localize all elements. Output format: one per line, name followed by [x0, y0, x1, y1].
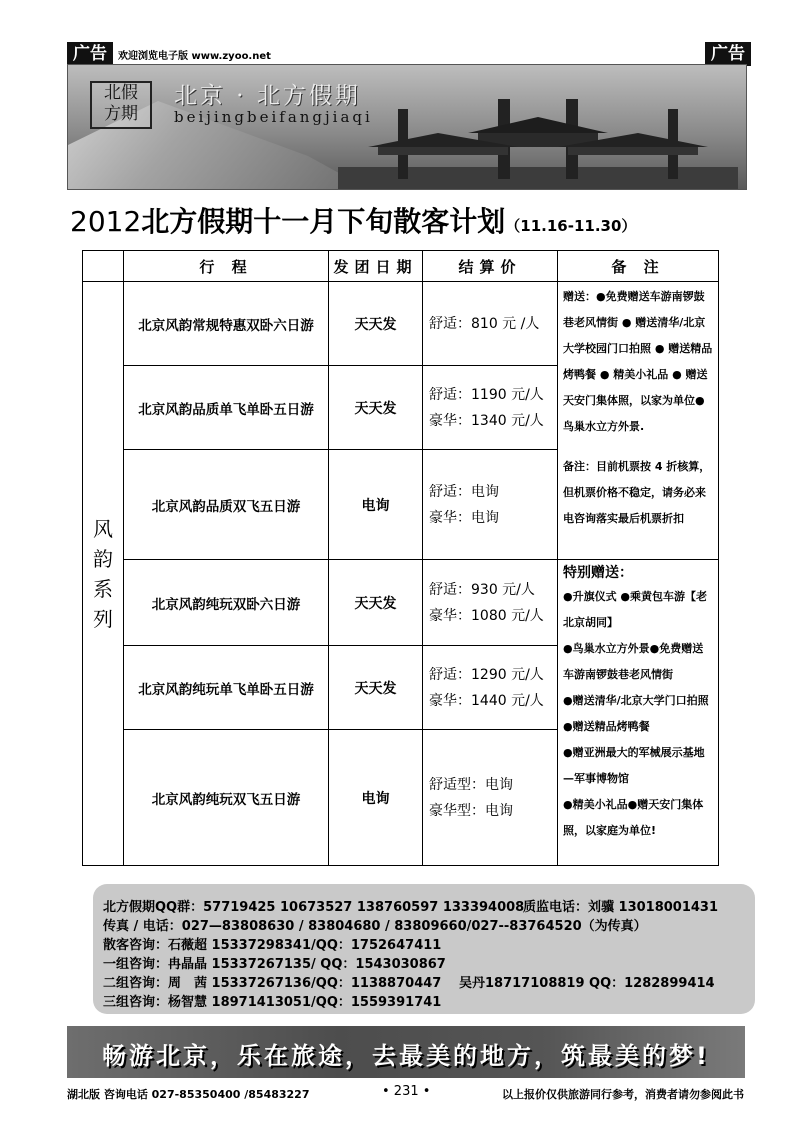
price-cell: 舒适：930 元/人 豪华：1080 元/人 [423, 560, 558, 646]
table-row [83, 560, 719, 646]
special-title: 特别赠送： [563, 565, 633, 581]
notes-cell [558, 282, 719, 560]
special-item: ●鸟巢水立方外景●免费赠送车游南锣鼓巷老风情街 [563, 642, 704, 681]
contact-box [93, 884, 755, 1014]
contact-line: 一组咨询：冉晶晶 15337267135/ QQ：1543030867 [103, 957, 446, 972]
title-text: 北方假期十一月下旬散客计划 [141, 205, 506, 238]
title-year: 2012 [70, 205, 142, 238]
special-notes-cell [558, 560, 719, 866]
route-cell: 北京风韵纯玩双飞五日游 [124, 730, 329, 866]
ad-tag-left: 广告 [67, 42, 113, 66]
date-cell: 天天发 [329, 366, 423, 450]
archway-icon [338, 89, 738, 189]
page-number: • 231 • [382, 1084, 431, 1099]
date-cell: 天天发 [329, 646, 423, 730]
price-cell: 舒适：1290 元/人 豪华：1440 元/人 [423, 646, 558, 730]
logo: 北假 方期 [90, 81, 152, 129]
ad-tag-right: 广告 [705, 42, 751, 66]
route-cell: 北京风韵纯玩双卧六日游 [124, 560, 329, 646]
slogan-bar [67, 1026, 745, 1078]
header-route: 行 程 [124, 251, 329, 282]
contact-line: 三组咨询：杨智慧 18971413051/QQ：1559391741 [103, 995, 442, 1010]
header-notes: 备 注 [558, 251, 719, 282]
price-cell: 舒适：810 元 /人 [423, 282, 558, 366]
title-dates: （11.16-11.30） [505, 217, 637, 235]
route-cell: 北京风韵品质单飞单卧五日游 [124, 366, 329, 450]
remark-note: 备注：目前机票按 4 折核算，但机票价格不稳定，请务必来电咨询落实最后机票折扣 [563, 460, 711, 525]
gift-note: 赠送：●免费赠送车游南锣鼓巷老风情街 ● 赠送清华/北京大学校园门口拍照 ● 赠送精品烤鸭餐 ● 精美小礼品 ● 赠送天安门集体照，以家为单位●鸟巢水立方外景. [563, 290, 713, 433]
header-price: 结算价 [423, 251, 558, 282]
special-item: ●升旗仪式 ●乘黄包车游【老北京胡同】 [563, 590, 708, 629]
qq-group: 北方假期QQ群：57719425 10673527 138760597 133394008 [103, 900, 525, 915]
series-label: 风 韵 系 列 [83, 282, 124, 866]
contact-line: 散客咨询：石薇超 15337298341/QQ：1752647411 [103, 938, 442, 953]
route-cell: 北京风韵品质双飞五日游 [124, 450, 329, 560]
contact-line: 二组咨询：周 茜 15337267136/QQ：1138870447 [103, 976, 442, 991]
special-item: ●赠送清华/北京大学门口拍照●赠送精品烤鸭餐 [563, 694, 709, 733]
contact-extra: 吴丹18717108819 QQ：1282899414 [459, 976, 715, 991]
footer-disclaimer: 以上报价仅供旅游同行参考，消费者请勿参阅此书 [502, 1088, 744, 1101]
route-cell: 北京风韵常规特惠双卧六日游 [124, 282, 329, 366]
price-cell: 舒适：电询 豪华：电询 [423, 450, 558, 560]
tour-table [82, 250, 719, 866]
page-title [70, 200, 750, 240]
price-cell: 舒适：1190 元/人 豪华：1340 元/人 [423, 366, 558, 450]
special-item: ●赠亚洲最大的军械展示基地—军事博物馆 [563, 746, 705, 785]
brand-name: 北京 · 北方假期 [174, 83, 361, 109]
table-header-row [83, 251, 719, 282]
date-cell: 电询 [329, 730, 423, 866]
banner-image [67, 64, 747, 190]
date-cell: 电询 [329, 450, 423, 560]
date-cell: 天天发 [329, 560, 423, 646]
header-blank [83, 251, 124, 282]
table-row [83, 282, 719, 366]
price-cell: 舒适型：电询 豪华型：电询 [423, 730, 558, 866]
brand-pinyin: beijingbeifangjiaqi [174, 108, 373, 126]
slogan-text: 畅游北京，乐在旅途，去最美的地方，筑最美的梦! [102, 1042, 710, 1070]
date-cell: 天天发 [329, 282, 423, 366]
welcome-text[interactable]: 欢迎浏览电子版 www.zyoo.net [118, 51, 271, 62]
footer-contact: 湖北版 咨询电话 027-85350400 /85483227 [67, 1088, 310, 1101]
special-item: ●精美小礼品●赠天安门集体照，以家庭为单位! [563, 798, 704, 837]
fax-line: 传真 / 电话：027—83808630 / 83804680 / 83809660/027--83764520（为传真） [103, 919, 647, 934]
header-date: 发团日期 [329, 251, 423, 282]
supervise-phone: 质监电话：刘骥 13018001431 [523, 900, 719, 915]
route-cell: 北京风韵纯玩单飞单卧五日游 [124, 646, 329, 730]
